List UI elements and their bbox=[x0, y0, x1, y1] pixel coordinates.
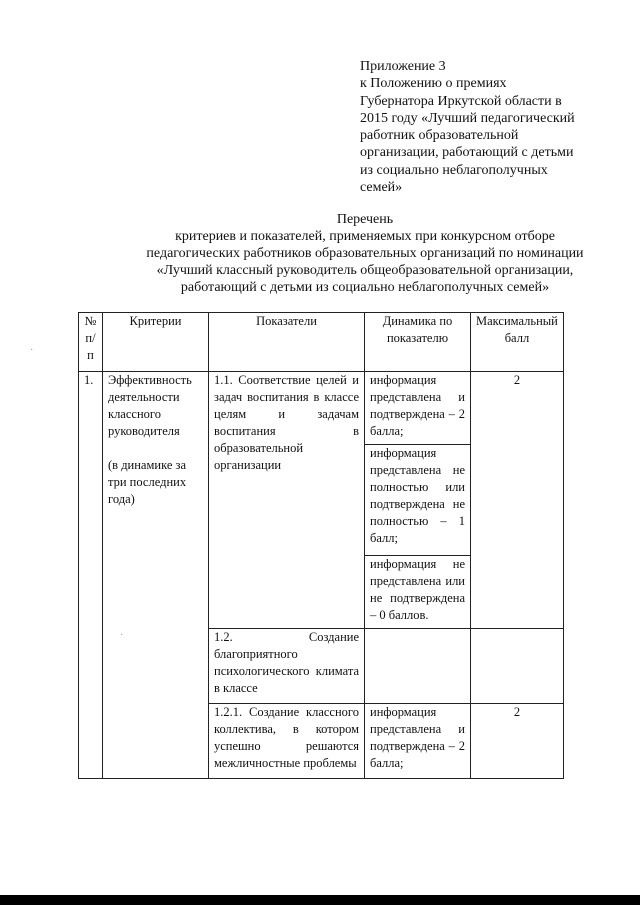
appendix-header bbox=[360, 58, 610, 196]
criterion-text: Эффективность деятельности классного руководителя bbox=[108, 373, 192, 438]
indicator-cell: 1.1. Соответствие целей и задач воспитания в классе целям и задачам воспитания в образовательной организации bbox=[209, 372, 365, 629]
criterion-note: (в динамике за три последних года) bbox=[108, 458, 187, 506]
row-number: 1. bbox=[79, 372, 103, 779]
indicator-cell: 1.2.1. Создание классного коллектива, в котором успешно решаются межличностные проблемы bbox=[209, 704, 365, 779]
dynamics-cell: информация представлена не полностью или подтверждена не полностью – 1 балл; bbox=[365, 445, 471, 556]
header-cell-number: № п/п bbox=[79, 313, 103, 372]
appendix-line: организации, работающий с детьми bbox=[360, 145, 574, 161]
header-cell-criteria: Критерии bbox=[103, 313, 209, 372]
max-score-cell: 2 bbox=[471, 704, 564, 779]
dynamics-cell bbox=[365, 629, 471, 704]
table-header-row bbox=[79, 313, 564, 372]
appendix-line: семей» bbox=[360, 180, 403, 196]
criteria-table bbox=[78, 312, 564, 779]
scan-speck: · bbox=[120, 630, 124, 641]
max-score-cell bbox=[471, 629, 564, 704]
header-cell-dynamics: Динамика по показателю bbox=[365, 313, 471, 372]
dynamics-cell: информация представлена и подтверждена – 2 балла; bbox=[365, 704, 471, 779]
criterion-cell bbox=[103, 372, 209, 779]
appendix-line: Приложение 3 bbox=[360, 59, 446, 74]
appendix-line: Губернатора Иркутской области в bbox=[360, 93, 562, 109]
scan-speck: · bbox=[30, 345, 34, 356]
heading-title: Перечень bbox=[336, 212, 394, 227]
heading-line: работающий с детьми из социально неблагополучных семей» bbox=[180, 280, 550, 295]
max-score-cell: 2 bbox=[471, 372, 564, 629]
dynamics-cell: информация не представлена или не подтверждена – 0 баллов. bbox=[365, 556, 471, 629]
appendix-line: 2015 году «Лучший педагогический bbox=[360, 110, 575, 126]
heading-line: педагогических работников образовательных организаций по номинации bbox=[146, 246, 584, 261]
appendix-line: из социально неблагополучных bbox=[360, 162, 548, 178]
indicator-cell: 1.2. Создание благоприятного психологического климата в классе bbox=[209, 629, 365, 704]
heading-line: «Лучший классный руководитель общеобразовательной организации, bbox=[156, 263, 574, 278]
document-heading bbox=[0, 211, 640, 296]
header-cell-indicators: Показатели bbox=[209, 313, 365, 372]
appendix-line: к Положению о премиях bbox=[360, 76, 507, 92]
header-cell-max-score: Максимальный балл bbox=[471, 313, 564, 372]
heading-line: критериев и показателей, применяемых при конкурсном отборе bbox=[175, 229, 555, 244]
appendix-line: работник образовательной bbox=[360, 128, 519, 144]
scan-bottom-edge bbox=[0, 895, 640, 905]
table-row bbox=[79, 372, 564, 445]
dynamics-cell: информация представлена и подтверждена – 2 балла; bbox=[365, 372, 471, 445]
